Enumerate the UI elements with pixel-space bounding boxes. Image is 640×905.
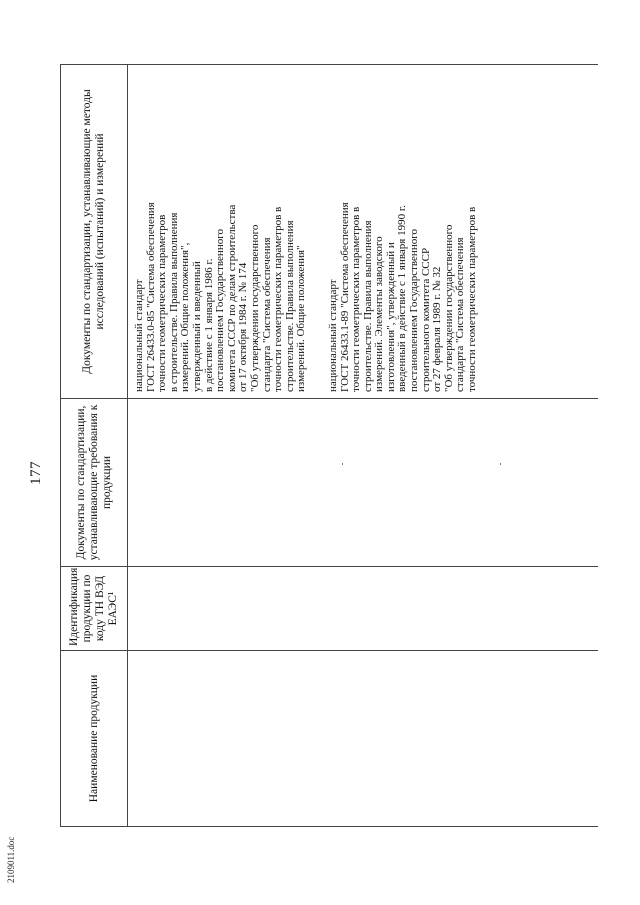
entry-line: комитета СССР по делам строительства [225, 204, 238, 392]
entry-line: измерений. Элементы заводского [373, 236, 386, 392]
cell-product-name [128, 651, 599, 827]
entry-line: "Об утверждении государственного [248, 224, 261, 392]
entry-line: изготовления", утвержденный и [384, 242, 397, 392]
entry-line: в действие с 1 января 1986 г. [202, 258, 215, 392]
header-method-docs: Документы по стандартизации, устанавливающие методы исследований (испытаний) и измерений [61, 65, 128, 399]
entry-line: в строительстве. Правила выполнения [167, 212, 180, 392]
entry-line: стандарта "Система обеспечения [260, 237, 273, 392]
entry-line: национальный стандарт [133, 279, 145, 392]
entry-line: ГОСТ 26433.1-89 "Система обеспечения [338, 202, 351, 392]
entry-line: введенный в действие с 1 января 1990 г. [396, 205, 409, 392]
entry-line: "Об утверждении государственного [442, 224, 455, 392]
entry-line: строительстве. Правила выполнения [283, 220, 296, 392]
entry-line: строительстве. Правила выполнения [361, 220, 374, 392]
table-row [128, 65, 599, 827]
entry-line: утвержденный и введенный [190, 261, 203, 392]
entry-line: от 27 февраля 1989 г. № 32 [431, 266, 444, 392]
entry-line: строительного комитета СССР [419, 247, 432, 392]
entry-line: точности геометрических параметров в [272, 206, 285, 392]
entry-line: национальный стандарт [326, 279, 339, 392]
document-id: 2109011.doc [6, 836, 16, 883]
standard-entry-gost-26433-1 [308, 65, 479, 398]
entry-line: от 17 октября 1984 г. № 174 [237, 262, 250, 392]
entry-line: точности геометрических параметров в [350, 206, 363, 392]
scan-speck [342, 463, 343, 465]
standard-entry-gost-26433-0 [128, 65, 308, 398]
entry-line: точности геометрических параметров в [466, 206, 479, 392]
entry-line: постановлением Государственного [214, 229, 227, 392]
header-product-name: Наименование продукции [61, 651, 128, 827]
entry-line: измерений. Общие положения", [179, 242, 192, 392]
header-requirement-docs: Документы по стандартизации, устанавливающие требования к продукции [61, 399, 128, 567]
header-tnved-code: Идентификация продукции по коду ТН ВЭД ЕАЭС¹ [61, 567, 128, 651]
entry-line: стандарта "Система обеспечения [454, 237, 467, 392]
scan-speck [500, 463, 501, 465]
entry-line: измерений. Общие положения" [295, 245, 308, 392]
cell-requirement-docs [128, 399, 599, 567]
cell-tnved-code [128, 567, 599, 651]
entry-line: точности геометрических параметров [156, 214, 169, 392]
entry-line: ГОСТ 26433.0-85 "Система обеспечения [144, 202, 157, 392]
standards-table [60, 64, 598, 827]
cell-method-docs [128, 65, 599, 399]
page-number: 177 [28, 461, 44, 485]
table-header-row [61, 65, 128, 827]
entry-line: постановлением Государственного [408, 229, 421, 392]
